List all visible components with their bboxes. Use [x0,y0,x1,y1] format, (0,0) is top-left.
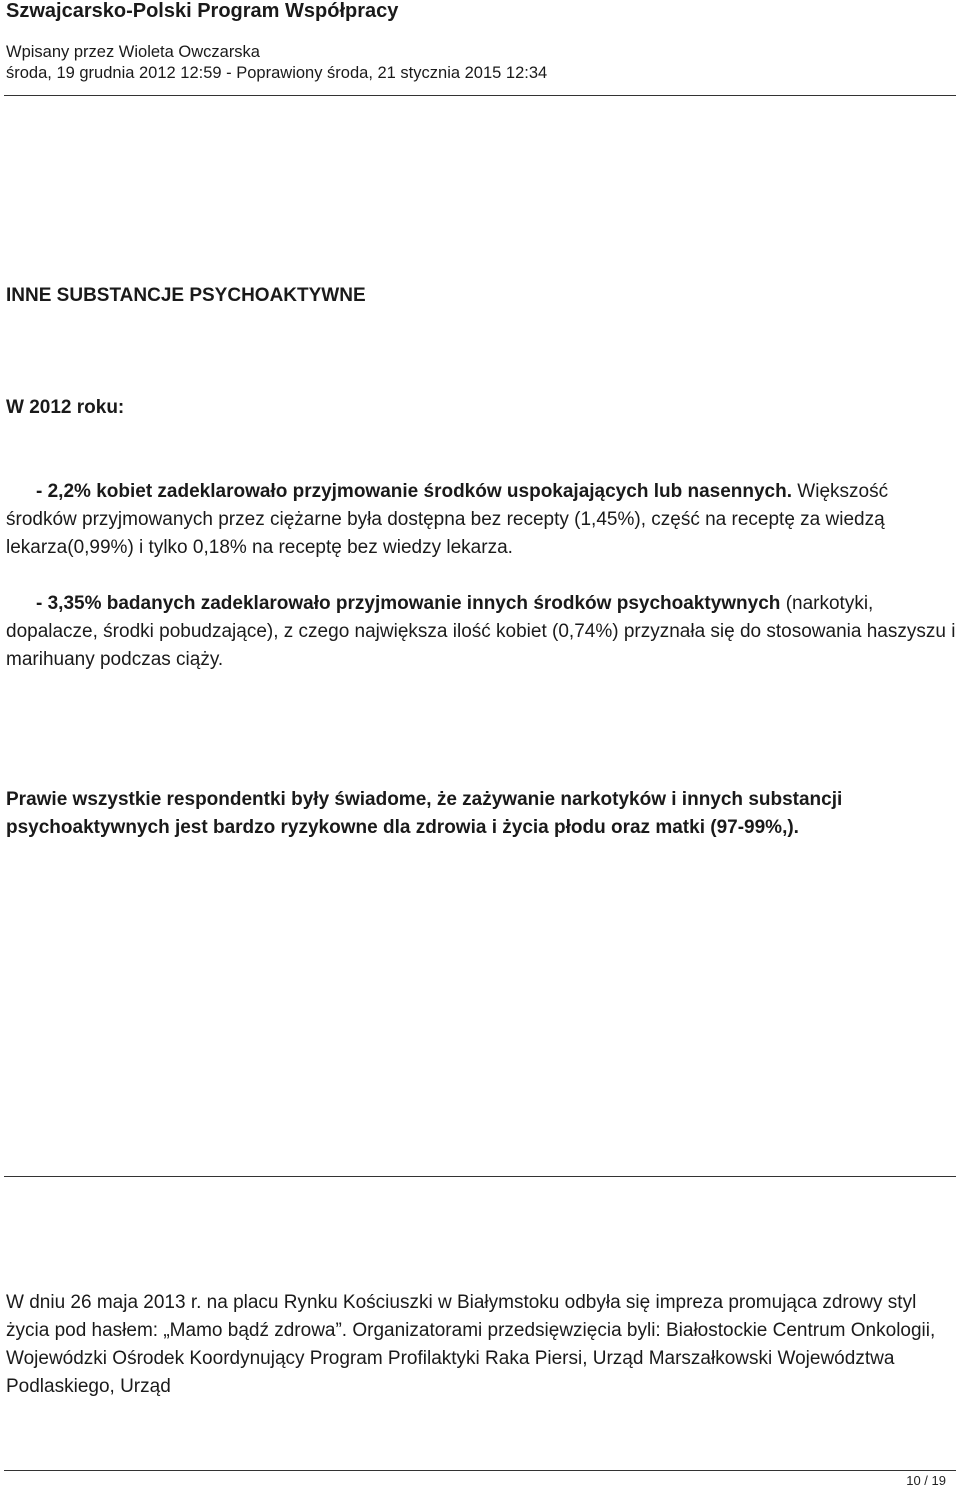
date-line: środa, 19 grudnia 2012 12:59 - Poprawiony środa, 21 stycznia 2015 12:34 [6,64,548,82]
paragraph-psychoactive-body: (narkotyki, dopalacze, środki pobudzające), z czego największa ilość kobiet (0,74%) przyznała się do stosowania haszyszu i marihuany podczas ciąży. [6,593,956,670]
paragraph-psychoactive-lead: - 3,35% badanych zadeklarowało przyjmowanie innych środków psychoaktywnych [36,593,781,614]
paragraph-awareness: Prawie wszystkie respondentki były świadome, że zażywanie narkotyków i innych substancji psychoaktywnych jest bardzo ryzykowne dla zdrowia i życia płodu oraz matki (97-99%,). [6,789,843,838]
footer-divider [4,1470,956,1471]
paragraph-sedatives-body: Większość środków przyjmowanych przez ciężarne była dostępna bez recepty (1,45%), część na receptę za wiedzą lekarza(0,99%) i tylko 0,18% na receptę bez wiedzy lekarza. [6,481,889,558]
header-divider [4,95,956,96]
paragraph-sedatives-lead: - 2,2% kobiet zadeklarowało przyjmowanie środków uspokajających lub nasennych. [36,481,793,502]
document-header [6,0,956,84]
paragraph-psychoactive [6,590,956,674]
author-line: Wpisany przez Wioleta Owczarska [6,43,260,61]
page-title: Szwajcarsko-Polski Program Współpracy [6,0,399,22]
section-divider [4,1176,956,1177]
section-heading: INNE SUBSTANCJE PSYCHOAKTYWNE [6,285,366,306]
year-heading: W 2012 roku: [6,397,125,418]
paragraph-event: W dniu 26 maja 2013 r. na placu Rynku Kościuszki w Białymstoku odbyła się impreza promująca zdrowy styl życia pod hasłem: „Mamo bądź zdrowa”. Organizatorami przedsięwzięcia byli: Białostockie Centrum Onkologii, Wojewódzki Ośrodek Koordynujący Program Profilaktyki Raka Piersi, Urząd Marszałkowski Województwa Podlaskiego, Urząd [6,1292,936,1397]
page-number: 10 / 19 [906,1473,946,1488]
paragraph-sedatives [6,478,956,562]
